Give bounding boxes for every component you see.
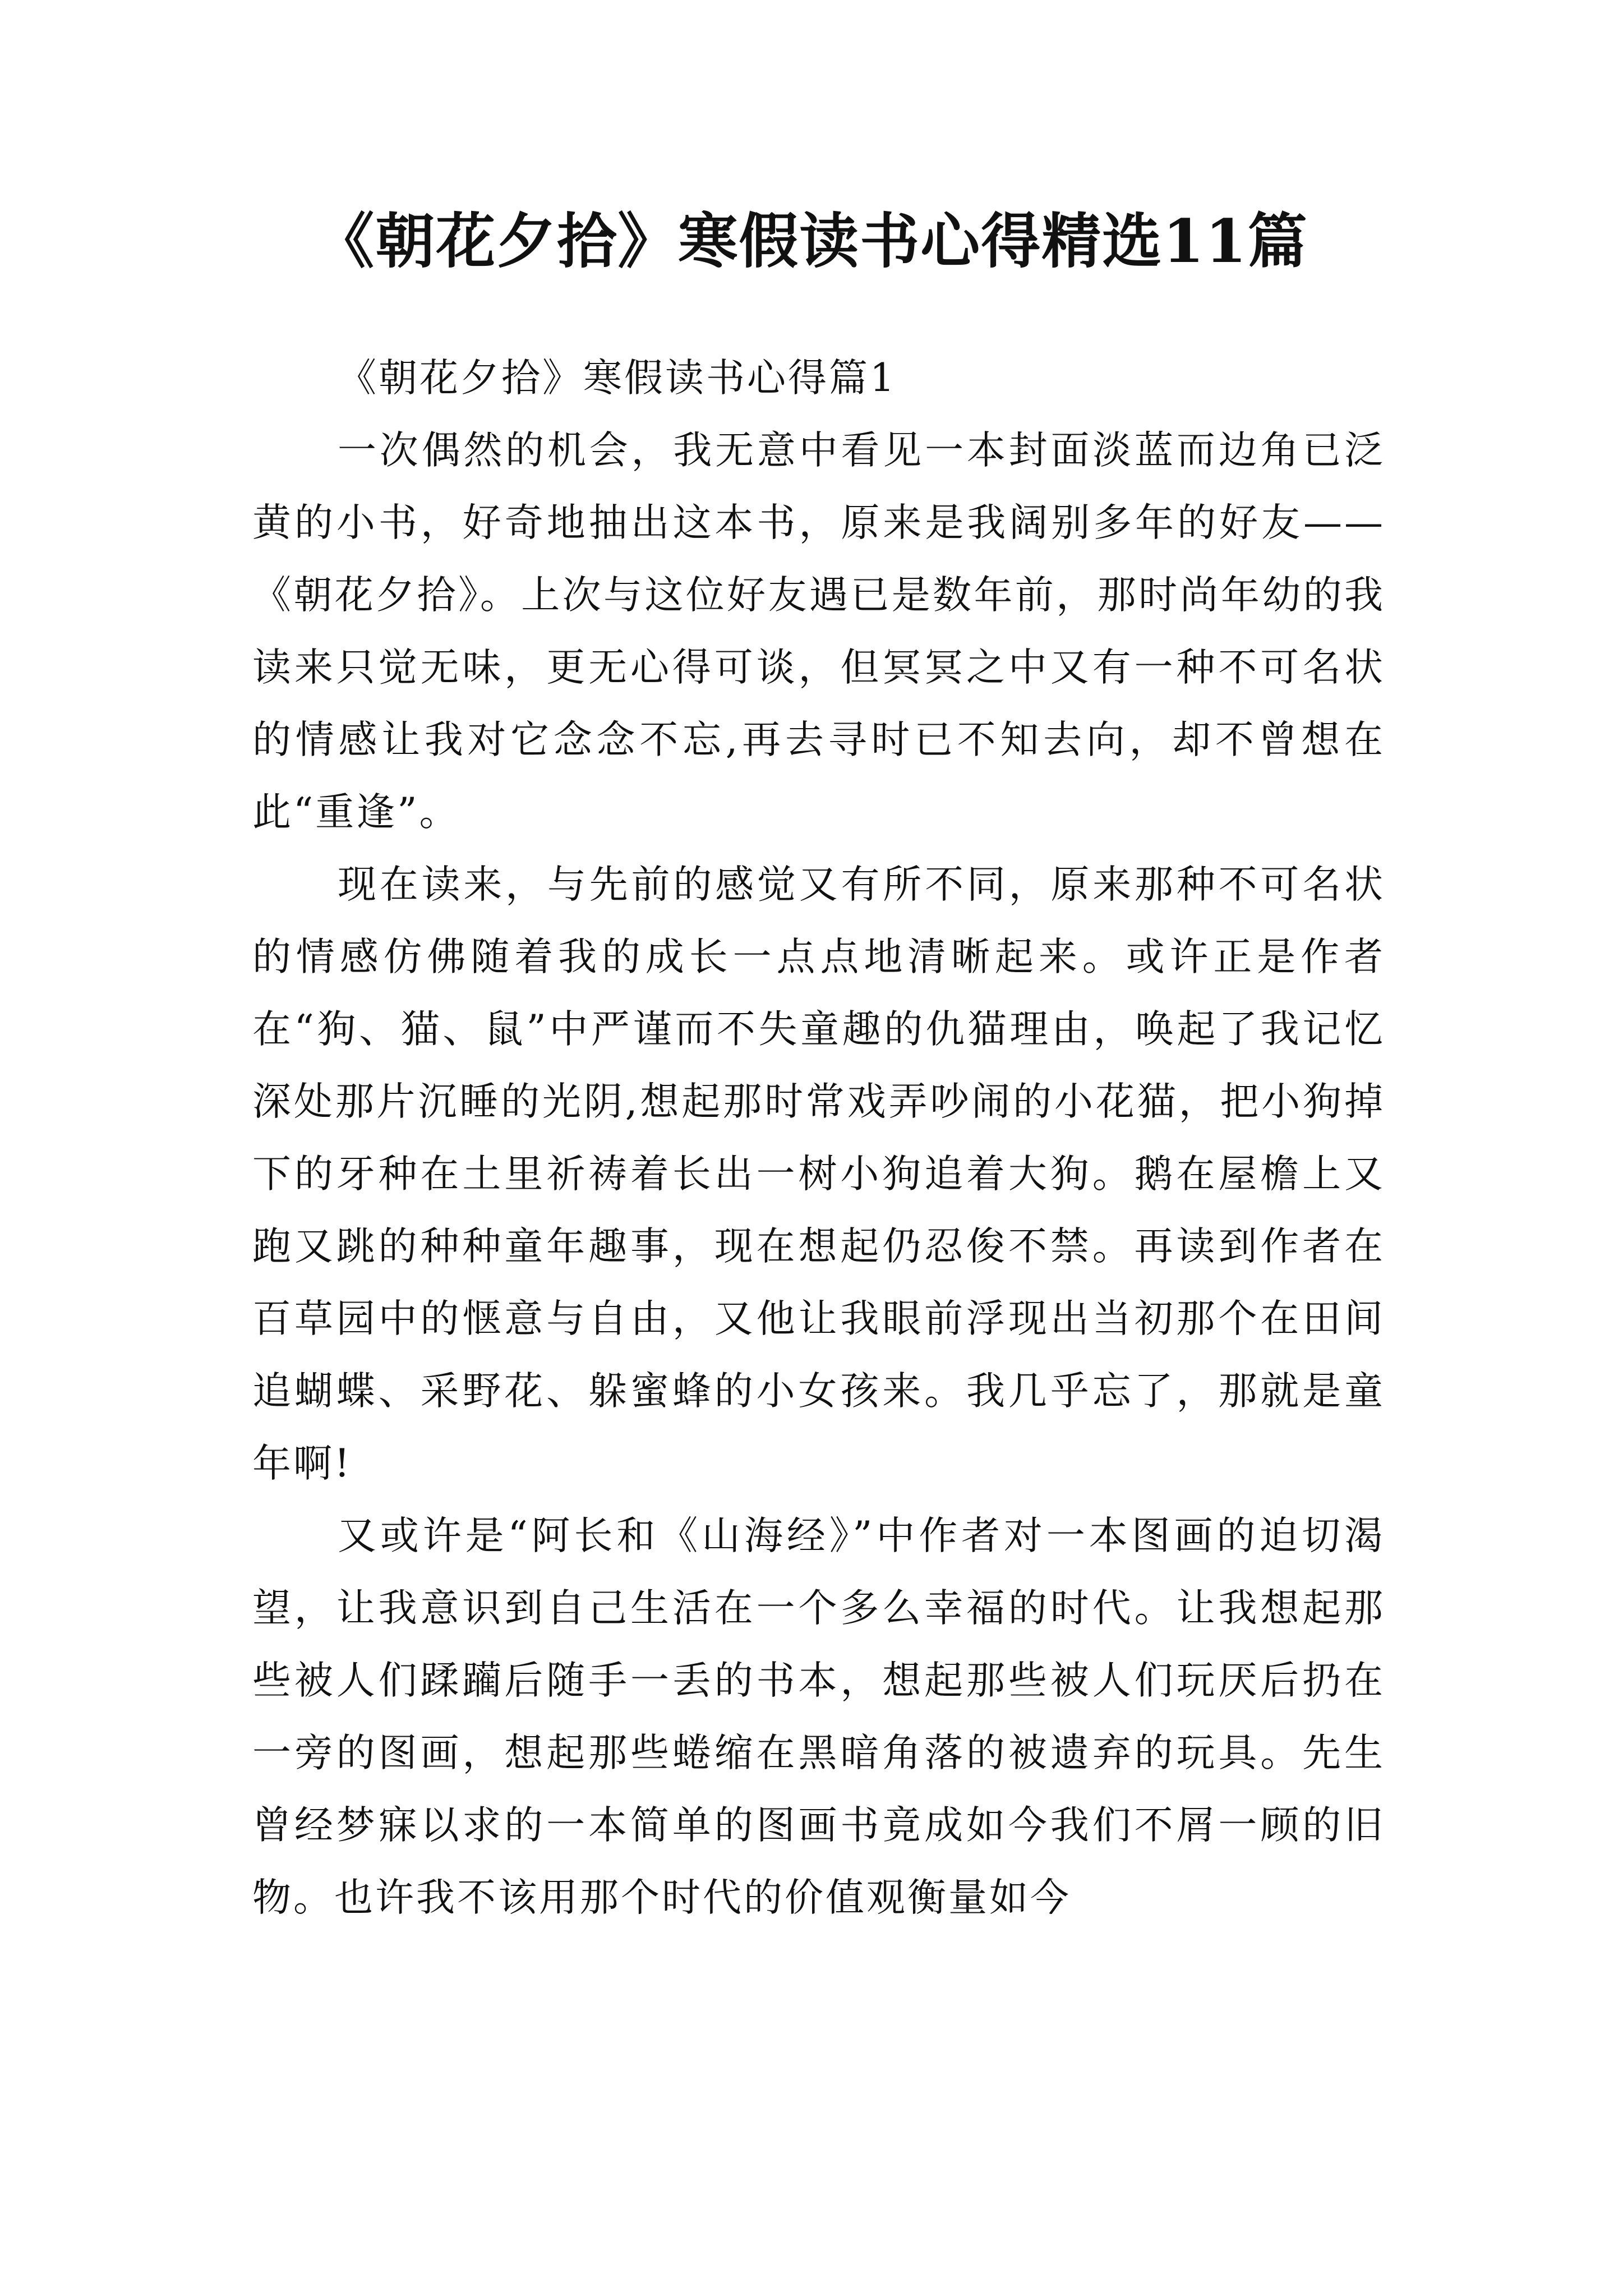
document-body	[252, 342, 1385, 1934]
paragraph: 又或许是“阿长和《山海经》”中作者对一本图画的迫切渴望，让我意识到自己生活在一个多么幸福的时代。让我想起那些被人们蹂躏后随手一丢的书本，想起那些被人们玩厌后扔在一旁的图画，想起那些蜷缩在黑暗角落的被遗弃的玩具。先生曾经梦寐以求的一本简单的图画书竟成如今我们不屑一顾的旧物。也许我不该用那个时代的价值观衡量如今	[252, 1513, 1385, 1920]
section-heading: 《朝花夕拾》寒假读书心得篇1	[338, 356, 897, 401]
paragraph: 一次偶然的机会，我无意中看见一本封面淡蓝而边角已泛黄的小书，好奇地抽出这本书，原来是我阔别多年的好友——《朝花夕拾》。上次与这位好友遇已是数年前，那时尚年幼的我读来只觉无味，更无心得可谈，但冥冥之中又有一种不可名状的情感让我对它念念不忘,再去寻时已不知去向，却不曾想在此“重逢”。	[252, 428, 1385, 835]
paragraph: 现在读来，与先前的感觉又有所不同，原来那种不可名状的情感仿佛随着我的成长一点点地清晰起来。或许正是作者在“狗、猫、鼠”中严谨而不失童趣的仇猫理由，唤起了我记忆深处那片沉睡的光阴,想起那时常戏弄吵闹的小花猫，把小狗掉下的牙种在土里祈祷着长出一树小狗追着大狗。鹅在屋檐上又跑又跳的种种童年趣事，现在想起仍忍俊不禁。再读到作者在百草园中的惬意与自由，又他让我眼前浮现出当初那个在田间追蝴蝶、采野花、躲蜜蜂的小女孩来。我几乎忘了，那就是童年啊!	[252, 862, 1385, 1486]
document-title: 《朝花夕拾》寒假读书心得精选11篇	[315, 206, 1308, 276]
